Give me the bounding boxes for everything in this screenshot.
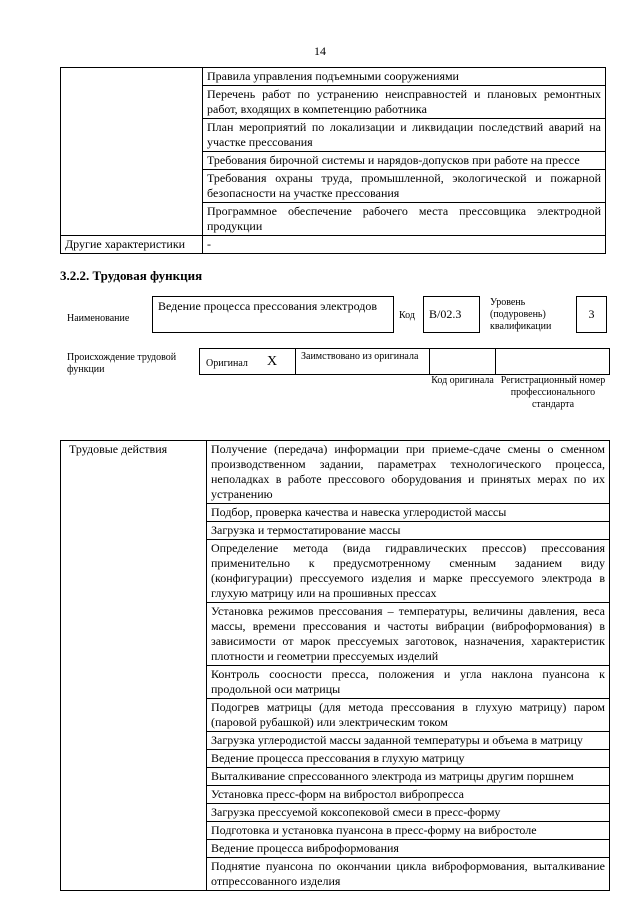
table-cell: Ведение процесса прессования в глухую матрицу: [207, 750, 610, 768]
table-row: [61, 68, 606, 86]
borrowed-label: Заимствовано из оригинала: [301, 351, 419, 362]
page-number: 14: [314, 44, 326, 58]
labor-actions-label: Трудовые действия: [61, 441, 207, 891]
table-cell: Подбор, проверка качества и навеска углеродистой массы: [207, 504, 610, 522]
table-cell: Подготовка и установка пуансона в пресс-форму на вибростоле: [207, 822, 610, 840]
code-value: B/02.3: [423, 296, 480, 333]
labor-actions-table: [60, 440, 610, 891]
table-cell: Требования бирочной системы и нарядов-допусков при работе на прессе: [203, 152, 606, 170]
origin-original-cell: [199, 348, 296, 375]
table-cell: Ведение процесса виброформования: [207, 840, 610, 858]
original-mark: X: [267, 354, 278, 369]
section-title: 3.2.2. Трудовая функция: [60, 268, 203, 283]
table-cell: Программное обеспечение рабочего места прессовщика электродной продукции: [203, 203, 606, 236]
origin-code-cell: [429, 348, 496, 375]
origin-borrowed-cell: [295, 348, 430, 375]
origin-code-caption: Код оригинала: [431, 375, 494, 386]
function-name-value: Ведение процесса прессования электродов: [152, 296, 394, 333]
other-characteristics-value: -: [203, 236, 606, 254]
table-cell: Загрузка углеродистой массы заданной температуры и объема в матрицу: [207, 732, 610, 750]
table-cell: Определение метода (вида гидравлических прессов) прессования применительно к предусмотренному сменным заданием виду (конфигурации) прессуемого изделия и марке прессуемого электрода в глухую матрицу или на прошивных прессах: [207, 540, 610, 603]
name-label: Наименование: [67, 313, 130, 324]
origin-reg-caption: Регистрационный номер профессионального стандарта: [500, 375, 606, 410]
table-cell: Правила управления подъемными сооружениями: [203, 68, 606, 86]
table-cell: Установка режимов прессования – температуры, величины давления, веса массы, времени прессования и частоты вибрации (виброформования) в зависимости от марок прессуемых заготовок, назначения, характеристик плотности и геометрии прессуемых изделий: [207, 603, 610, 666]
table-cell: Загрузка прессуемой коксопековой смеси в пресс-форму: [207, 804, 610, 822]
level-value: 3: [576, 296, 607, 333]
table-cell: Выталкивание спрессованного электрода из матрицы другим поршнем: [207, 768, 610, 786]
table-cell: Контроль соосности пресса, положения и угла наклона пуансона к продольной оси матрицы: [207, 666, 610, 699]
origin-label: Происхождение трудовой функции: [67, 352, 177, 375]
table-cell: План мероприятий по локализации и ликвидации последствий аварий на участке прессования: [203, 119, 606, 152]
original-label: Оригинал: [206, 358, 248, 369]
table-cell: Загрузка и термостатирование массы: [207, 522, 610, 540]
table-row: [61, 441, 610, 504]
table-cell: Получение (передача) информации при приеме-сдаче смены о сменном производственном задании, параметрах технологического процесса, неполадках в работе прессового оборудования и принятых мерах по их устранению: [207, 441, 610, 504]
table-cell: Требования охраны труда, промышленной, экологической и пожарной безопасности на участке прессования: [203, 170, 606, 203]
code-label: Код: [399, 310, 415, 321]
level-label: Уровень (подуровень) квалификации: [490, 297, 552, 332]
origin-reg-cell: [495, 348, 610, 375]
table-row: [61, 236, 606, 254]
table-cell: Установка пресс-форм на вибростол вибропресса: [207, 786, 610, 804]
table-cell-empty: [61, 68, 203, 236]
table-cell: Поднятие пуансона по окончании цикла виброформования, выталкивание отпрессованного изделия: [207, 858, 610, 891]
knowledge-table: [60, 67, 606, 254]
table-cell: Перечень работ по устранению неисправностей и плановых ремонтных работ, входящих в компетенцию работника: [203, 86, 606, 119]
table-cell: Подогрев матрицы (для метода прессования в глухую матрицу) паром (паровой рубашкой) или электрическим током: [207, 699, 610, 732]
other-characteristics-label: Другие характеристики: [61, 236, 203, 254]
